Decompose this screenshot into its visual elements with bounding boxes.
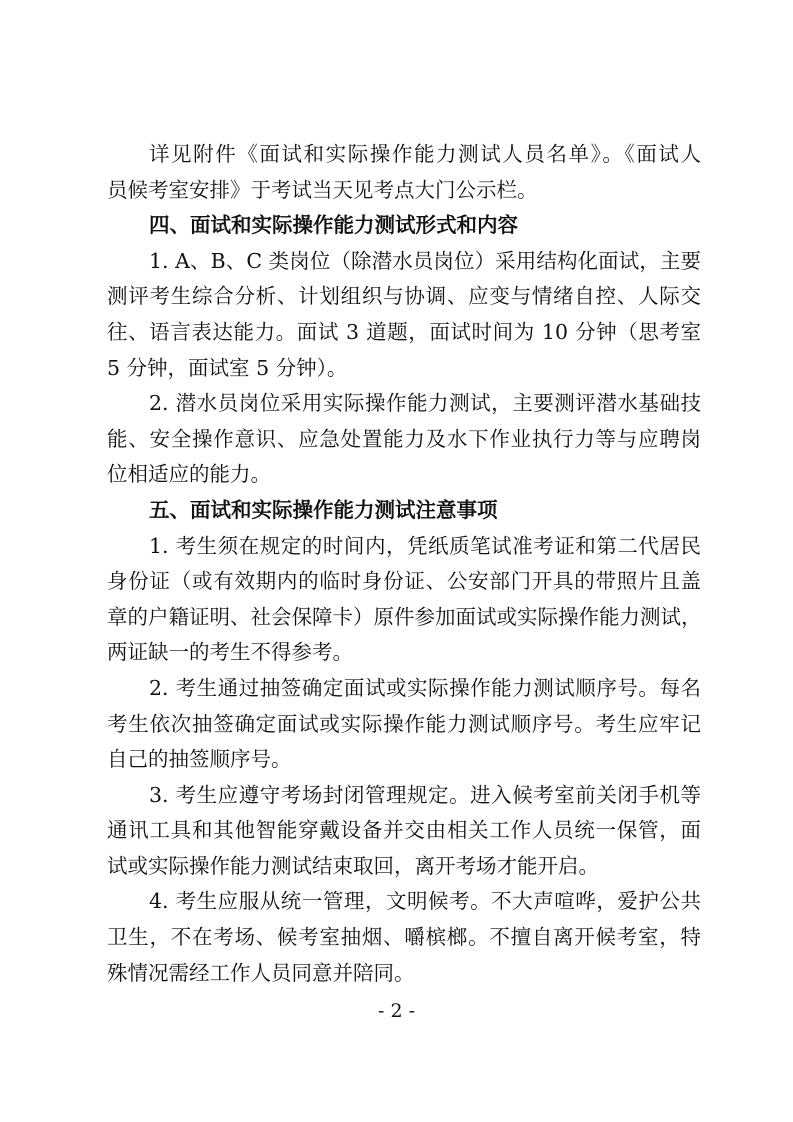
text-line: 卫生，不在考场、候考室抽烟、嚼槟榔。不擅自离开候考室，特 xyxy=(107,925,701,950)
text-line: 1. A、B、C 类岗位（除潜水员岗位）采用结构化面试，主要 xyxy=(149,248,701,273)
text-line: 五、面试和实际操作能力测试注意事项 xyxy=(149,497,498,522)
text-line: 员候考室安排》于考试当天见考点大门公示栏。 xyxy=(107,177,538,202)
paragraph xyxy=(107,244,701,386)
text-line: 自己的抽签顺序号。 xyxy=(107,747,292,772)
paragraph xyxy=(107,386,701,493)
paragraph xyxy=(107,778,701,885)
text-line: 往、语言表达能力。面试 3 道题，面试时间为 10 分钟（思考室 xyxy=(107,319,701,344)
text-line: 4. 考生应服从统一管理，文明候考。不大声喧哗，爱护公共 xyxy=(149,889,701,914)
text-line: 身份证（或有效期内的临时身份证、公安部门开具的带照片且盖 xyxy=(107,569,701,594)
text-line: 通讯工具和其他智能穿戴设备并交由相关工作人员统一保管，面 xyxy=(107,818,701,843)
text-line: 测评考生综合分析、计划组织与协调、应变与情绪自控、人际交 xyxy=(107,284,701,309)
section-heading xyxy=(107,208,701,244)
text-line: 3. 考生应遵守考场封闭管理规定。进入候考室前关闭手机等 xyxy=(149,782,701,807)
text-line: 1. 考生须在规定的时间内，凭纸质笔试准考证和第二代居民 xyxy=(149,533,701,558)
text-line: 殊情况需经工作人员同意并陪同。 xyxy=(107,960,415,985)
text-line: 5 分钟，面试室 5 分钟）。 xyxy=(107,355,348,380)
paragraph xyxy=(107,137,701,208)
paragraph xyxy=(107,529,701,671)
text-line: 四、面试和实际操作能力测试形式和内容 xyxy=(149,213,518,238)
paragraph xyxy=(107,884,701,991)
text-line: 考生依次抽签确定面试或实际操作能力测试顺序号。考生应牢记 xyxy=(107,711,701,736)
text-line: 详见附件《面试和实际操作能力测试人员名单》。《面试人 xyxy=(149,142,701,166)
text-line: 两证缺一的考生不得参考。 xyxy=(107,640,353,665)
section-heading xyxy=(107,493,701,529)
text-line: 2. 潜水员岗位采用实际操作能力测试，主要测评潜水基础技 xyxy=(149,391,701,416)
document-body xyxy=(107,137,701,991)
text-line: 试或实际操作能力测试结束取回，离开考场才能开启。 xyxy=(107,853,599,878)
paragraph xyxy=(107,671,701,778)
text-line: 章的户籍证明、社会保障卡）原件参加面试或实际操作能力测试， xyxy=(107,604,702,629)
text-line: 2. 考生通过抽签确定面试或实际操作能力测试顺序号。每名 xyxy=(149,675,701,700)
text-line: 位相适应的能力。 xyxy=(107,462,271,487)
page-number: - 2 - xyxy=(377,1000,415,1022)
text-line: 能、安全操作意识、应急处置能力及水下作业执行力等与应聘岗 xyxy=(107,426,701,451)
